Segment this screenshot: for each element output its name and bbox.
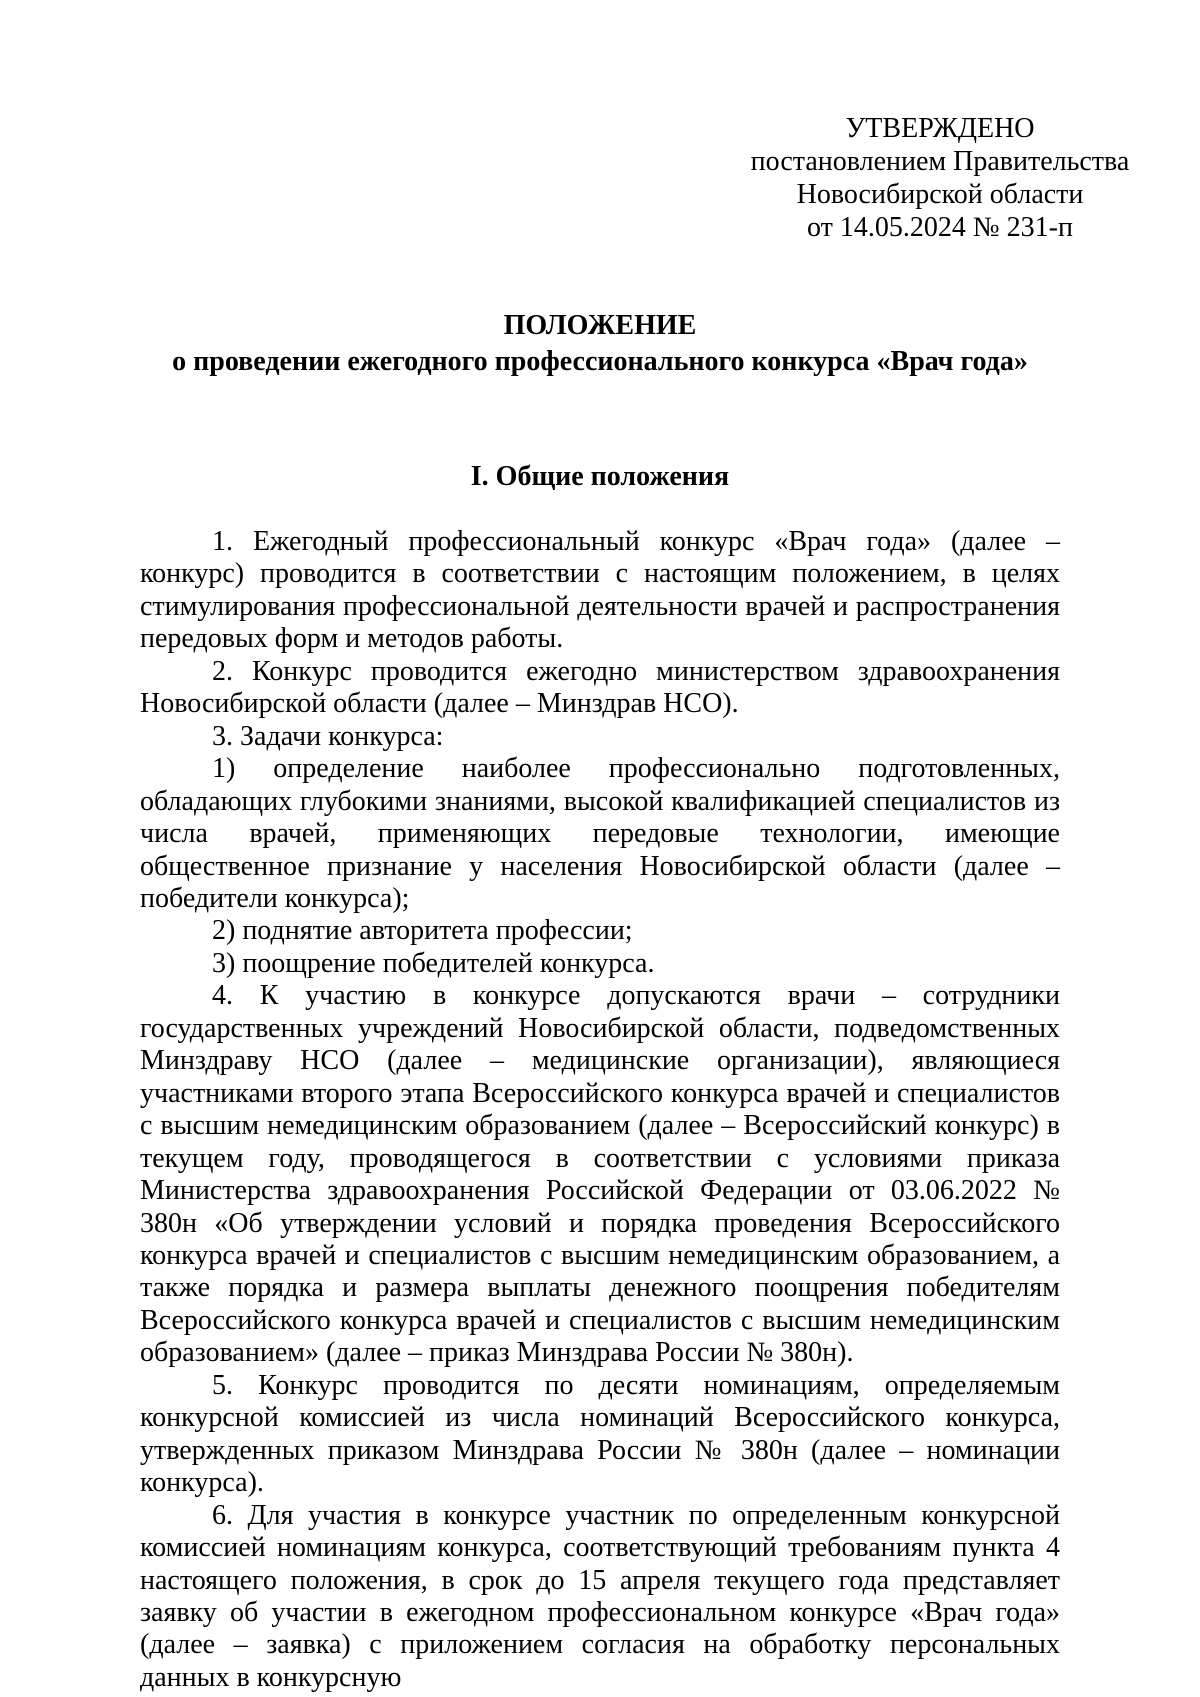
- paragraph-3-item-2: 2) поднятие авторитета профессии;: [212, 915, 633, 947]
- approval-label: УТВЕРЖДЕНО: [845, 113, 1035, 144]
- document-title-block: [140, 308, 1060, 380]
- document-title: ПОЛОЖЕНИЕ: [503, 310, 697, 341]
- approval-authority: постановлением Правительства: [750, 146, 1130, 177]
- document-body: [140, 526, 1060, 1694]
- paragraph-3-item-1: 1) определение наиболее профессионально подготовленных, обладающих глубокими знаниями, высокой квалификацией специалистов из числа врачей, применяющих передовые технологии, имеющие общественное признание у населения Новосибирской области (далее – победители конкурса);: [140, 753, 1060, 914]
- paragraph-3-item-3: 3) поощрение победителей конкурса.: [212, 947, 655, 979]
- document-subtitle: о проведении ежегодного профессионального конкурса «Врач года»: [172, 346, 1028, 377]
- paragraph-5: 5. Конкурс проводится по десяти номинациям, определяемым конкурсной комиссией из числа номинаций Всероссийского конкурса, утвержденных приказом Минздрава России № 380н (далее – номинации конкурса).: [140, 1369, 1060, 1499]
- paragraph-3: 3. Задачи конкурса:: [212, 720, 444, 752]
- paragraph-2: 2. Конкурс проводится ежегодно министерством здравоохранения Новосибирской области (далее – Минздрав НСО).: [140, 655, 1060, 720]
- approval-date-number: от 14.05.2024 № 231-п: [807, 212, 1073, 243]
- approval-stamp: [740, 112, 1140, 244]
- paragraph-4: 4. К участию в конкурсе допускаются врачи – сотрудники государственных учреждений Новосибирской области, подведомственных Минздраву НСО (далее – медицинские организации), являющиеся участниками второго этапа Всероссийского конкурса врачей и специалистов с высшим немедицинским образованием (далее – Всероссийский конкурс) в текущем году, проводящегося в соответствии с условиями приказа Министерства здравоохранения Российской Федерации от 03.06.2022 № 380н «Об утверждении условий и порядка проведения Всероссийского конкурса врачей и специалистов с высшим немедицинским образованием, а также порядка и размера выплаты денежного поощрения победителям Всероссийского конкурса врачей и специалистов с высшим немедицинским образованием» (далее – приказ Минздрава России № 380н).: [140, 980, 1060, 1369]
- approval-region: Новосибирской области: [796, 179, 1084, 210]
- section-heading: I. Общие положения: [470, 461, 730, 492]
- paragraph-1: 1. Ежегодный профессиональный конкурс «Врач года» (далее – конкурс) проводится в соответствии с настоящим положением, в целях стимулирования профессиональной деятельности врачей и распространения передовых форм и методов работы.: [140, 526, 1060, 655]
- paragraph-6: 6. Для участия в конкурсе участник по определенным конкурсной комиссией номинациям конкурса, соответствующий требованиям пункта 4 настоящего положения, в срок до 15 апреля текущего года представляет заявку об участии в ежегодном профессиональном конкурсе «Врач года» (далее – заявка) с приложением согласия на обработку персональных данных в конкурсную: [140, 1499, 1060, 1693]
